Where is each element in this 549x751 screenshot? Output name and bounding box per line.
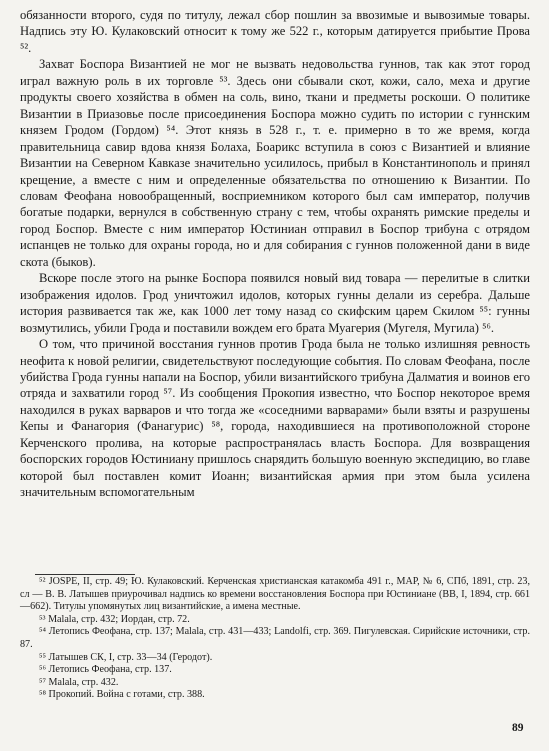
footnote-56: ⁵⁶ Летопись Феофана, стр. 137. [39,664,172,676]
main-text [20,7,530,501]
paragraph: О том, что причиной восстания гуннов против Грода была не только излишняя ревность неофита к новой религии, свидетельствуют последующие события. По словам Феофана, после убийства Грода гунны напали на Боспор, убили византийского трибуна Далматия и воинов его отряда и захватили город ⁵⁷. Из сообщения Прокопия известно, что Боспор некоторое время находился в руках варваров и что тогда же «соседними варварами» были взяты и разрушены Кепы и Фанагория (Фанагурис) ⁵⁸, города, находившиеся на противоположной стороне Керченского пролива, на которые распространялась власть Боспора. Для возвращения боспорских городов Юстиниану пришлось снарядить большую военную экспедицию, во главе которой был поставлен комит Иоанн; византийская армия при этом была усилена значительным вспомогательным [20,337,530,500]
footnote-54: ⁵⁴ Летопись Феофана, стр. 137; Malala, стр. 431—433; Landolfi, стр. 369. Пигулевская. Сирийские источники, стр. 87. [20,626,530,650]
footnotes [20,576,530,702]
footnote-57: ⁵⁷ Malala, стр. 432. [39,676,119,688]
footnote-55: ⁵⁵ Латышев СК, I, стр. 33—34 (Геродот). [39,651,213,663]
paragraph: Захват Боспора Византией не мог не вызвать недовольства гуннов, так как этот город играл важную роль в их торговле ⁵³. Здесь они сбывали скот, кожи, сало, меха и другие продукты своего хозяйства в обмен на соль, вино, ткани и предметы роскоши. О политике Византии в Приазовье после присоединения Боспора можно судить по истории с гуннским князем Гродом (Гордом) ⁵⁴. Этот князь в 528 г., т. е. примерно в то же время, когда правительница савир вдова князя Болаха, Боарикс вступила в союз с Византией и влияние Византии на Северном Кавказе значительно усилилось, прибыл в Константинополь и принял крещение, а вместе с ним и определенные обязательства по отношению к Византии. По словам Феофана новообращенный, восприемником которого был сам император, получив богатые подарки, вернулся в собственную страну с тем, чтобы охранять римские пределы и город Боспор. Вместе с ним император Юстиниан отправил в Боспор трибуна с отрядом испанцев не только для охраны города, но и для собирания с гуннов положенной дани в виде скота (быков). [20,57,530,269]
paragraph: Вскоре после этого на рынке Боспора появился новый вид товара — перелитые в слитки изображения идолов. Грод уничтожил идолов, которых гунны делали из серебра. Дальше история развивается так же, как 1000 лет тому назад со скифским царем Скилом ⁵⁵: гунны возмутились, убили Грода и поставили вождем его брата Муагерия (Мугеля, Мугила) ⁵⁶. [20,271,530,335]
footnote-divider [35,574,135,575]
footnote-53: ⁵³ Malala, стр. 432; Иордан, стр. 72. [39,613,190,625]
paragraph-continuation: обязанности второго, судя по титулу, лежал сбор пошлин за ввозимые и вывозимые товары. Надпись эту Ю. Кулаковский относит к тому же 522 г., которым датируется прибытие Прова ⁵². [20,8,530,55]
footnote-52: ⁵² JOSPE, II, стр. 49; Ю. Кулаковский. Керченская христианская катакомба 491 г., МАР, № 6, СПб, 1891, стр. 23, сл — В. В. Латышев приурочивал надпись ко времени восстановления Боспора при Юстиниане (ВВ, I, 1894, стр. 661—662). Титулы упомянутых лиц византийские, а имена местные. [20,576,530,613]
footnote-58: ⁵⁸ Прокопий. Война с готами, стр. 388. [39,689,205,701]
page-number: 89 [512,722,524,734]
